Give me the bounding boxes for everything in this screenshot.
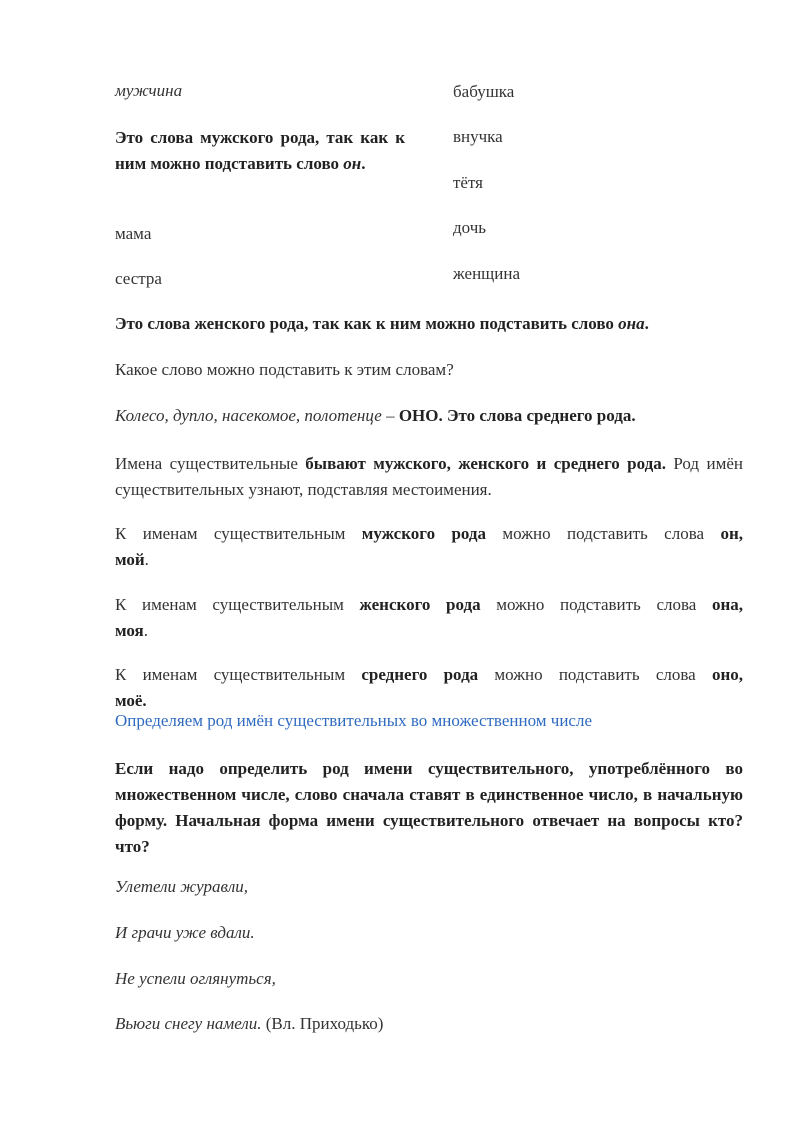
neuter-paragraph: Колесо, дупло, насекомое, полотенце – ОНО. Это слова среднего рода. [115, 406, 636, 425]
fem-rule-paragraph: Это слова женского рода, так как к ним можно подставить слово она. [115, 314, 649, 333]
poem-line-4: Вьюги снегу намели. (Вл. Приходько) [115, 1014, 384, 1033]
poem-line-3: Не успели оглянуться, [115, 969, 276, 988]
word-mama: мама [115, 224, 152, 243]
general-rule-paragraph: Имена существительные бывают мужского, женского и среднего рода. Род имён существительных узнают, подставляя местоимения. [115, 454, 743, 499]
question-paragraph: Какое слово можно подставить к этим словам? [115, 360, 454, 379]
rule-fem-paragraph: К именам существительным женского рода можно подставить слова она, моя. [115, 595, 744, 640]
word-doch: дочь [453, 218, 487, 237]
masc-rule-paragraph: Это слова мужского рода, так как к ним можно подставить слово он. [115, 128, 405, 173]
plural-rule-paragraph: Если надо определить род имени существительного, употреблённого во множественном числе, слово сначала ставят в единственное число, в начальную форму. Начальная форма имени существительного отвечает на вопросы кто? что? [115, 759, 743, 856]
word-vnuchka: внучка [453, 127, 503, 146]
poem-line-2: И грачи уже вдали. [115, 923, 255, 942]
section-heading: Определяем род имён существительных во множественном числе [115, 711, 592, 730]
word-sestra: сестра [115, 269, 162, 288]
word-muzhchina: мужчина [115, 81, 183, 100]
word-tyotya: тётя [453, 173, 483, 192]
poem-author: (Вл. Приходько) [261, 1014, 384, 1033]
word-babushka: бабушка [453, 82, 515, 101]
rule-neut-paragraph: К именам существительным среднего рода можно подставить слова оно, моё. [115, 665, 743, 710]
poem-line-1: Улетели журавли, [115, 877, 248, 896]
rule-masc-paragraph: К именам существительным мужского рода можно подставить слова он, мой. [115, 524, 743, 569]
word-zhenshchina: женщина [453, 264, 520, 283]
